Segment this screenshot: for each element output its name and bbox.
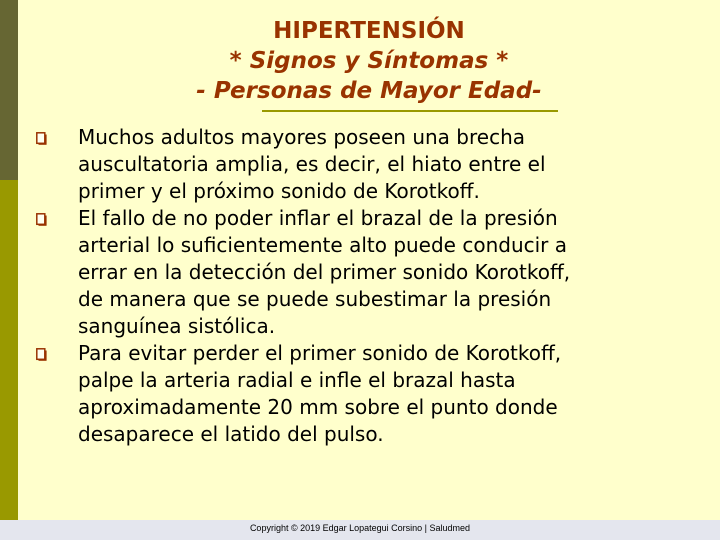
bullet-line: aproximadamente 20 mm sobre el punto donde bbox=[78, 395, 558, 419]
square-bullet-icon bbox=[36, 213, 47, 226]
bullet-line: sanguínea sistólica. bbox=[78, 314, 276, 338]
bullet-line: desaparece el latido del pulso. bbox=[78, 422, 384, 446]
bullet-line: auscultatoria amplia, es decir, el hiato entre el bbox=[78, 152, 546, 176]
copyright-notice: Copyright © 2019 Edgar Lopategui Corsino | Saludmed bbox=[249, 523, 471, 533]
bullet-line: errar en la detección del primer sonido Korotkoff, bbox=[78, 260, 571, 284]
square-bullet-icon bbox=[36, 348, 47, 361]
bullet-line: El fallo de no poder inflar el brazal de la presión bbox=[78, 206, 558, 230]
bullet-item bbox=[36, 205, 676, 340]
bullet-line: Muchos adultos mayores poseen una brecha bbox=[78, 125, 526, 149]
bullet-item bbox=[36, 124, 676, 205]
bullet-line: palpe la arteria radial e infle el brazal hasta bbox=[78, 368, 516, 392]
bullet-item bbox=[36, 340, 676, 448]
bullet-list bbox=[36, 124, 676, 448]
bullet-line: de manera que se puede subestimar la presión bbox=[78, 287, 552, 311]
left-accent-bar-bottom bbox=[0, 180, 18, 520]
bullet-line: arterial lo suficientemente alto puede conducir a bbox=[78, 233, 568, 257]
square-bullet-icon bbox=[36, 132, 47, 145]
title-underline bbox=[262, 110, 558, 112]
title-line-1: HIPERTENSIÓN bbox=[273, 18, 465, 44]
title-line-2: * Signos y Síntomas * bbox=[229, 48, 509, 74]
bullet-line: primer y el próximo sonido de Korotkoff. bbox=[78, 179, 480, 203]
left-accent-bar-top bbox=[0, 0, 18, 180]
title-line-3: - Personas de Mayor Edad- bbox=[196, 78, 542, 104]
slide-title bbox=[18, 16, 720, 106]
bullet-line: Para evitar perder el primer sonido de Korotkoff, bbox=[78, 341, 562, 365]
